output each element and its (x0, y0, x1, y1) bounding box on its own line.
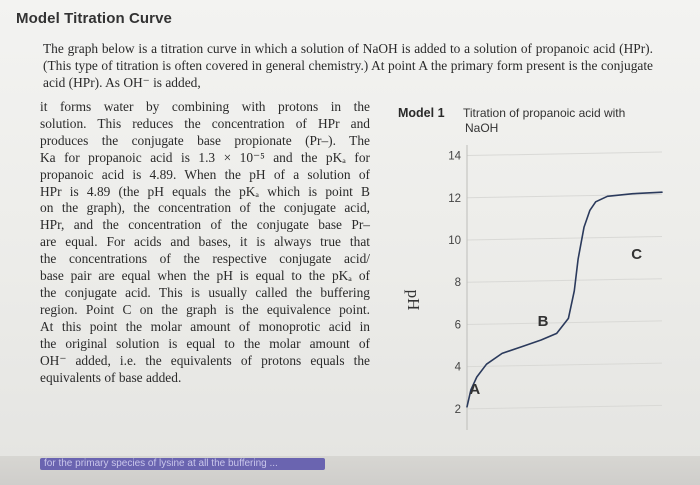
body-line: propanoic acid is 4.89. When the pH of a solution of (40, 166, 370, 182)
body-line: the concentrations of the respective conjugate acid/ (40, 251, 370, 267)
body-line: are equal. For acids and bases, it is always true that (40, 234, 370, 250)
y-tick-label: 10 (448, 235, 461, 247)
body-line: HPr, and the concentration of the conjugate base Pr– (40, 217, 370, 233)
body-line: produces the conjugate base propionate (Pr–). The (40, 132, 370, 148)
model-label: Model 1 (398, 106, 445, 120)
point-label-c: C (631, 246, 643, 264)
y-tick-label: 2 (454, 403, 461, 416)
gridline (467, 194, 662, 198)
gridline (467, 279, 662, 283)
gridline (467, 405, 662, 409)
body-line: it forms water by combining with protons in the (40, 99, 370, 114)
y-tick-label: 12 (448, 192, 461, 205)
y-axis-label: pH (404, 289, 423, 311)
intro-text: The graph below is a titration curve in which a solution of NaOH is added to a solution of propanoic acid (HPr). (This type of titration is often covered in general chemistry.) At point A the primary form present is the conjugate acid (HPr). As OH⁻ is added, (43, 41, 653, 90)
gridline (467, 363, 662, 367)
body-line: on the graph), the concentration of the conjugate acid, (40, 200, 370, 216)
model-title-line-1: Titration of propanoic acid with (463, 106, 626, 120)
y-tick-label: 6 (454, 319, 461, 332)
body-line: equivalents of base added. (40, 369, 182, 385)
model-title-line-2: NaOH (465, 121, 499, 135)
page-heading: Model Titration Curve (16, 10, 173, 27)
gridline (467, 236, 662, 240)
body-line: base pair are equal when the pH is equal to the pKₐ of (40, 268, 370, 284)
gridline (467, 152, 662, 156)
body-line: HPr is 4.89 (the pH equals the pKₐ which is point B (40, 183, 370, 199)
body-line: OH⁻ added, i.e. the equivalents of protons equals the (40, 352, 370, 368)
y-tick-label: 8 (454, 277, 461, 290)
body-line: the original solution is equal to the molar amount of (40, 335, 370, 351)
footer-text: for the primary species of lysine at all the buffering ... (44, 458, 278, 469)
body-line: region. Point C on the graph is the equivalence point. (40, 301, 370, 317)
body-line: Ka for propanoic acid is 1.3 × 10⁻⁵ and the pKₐ for (40, 149, 370, 165)
y-tick-label: 4 (454, 361, 461, 374)
body-line: solution. This reduces the concentration of HPr and (40, 115, 370, 131)
body-line: At this point the molar amount of monoprotic acid in (40, 318, 370, 334)
titration-curve (467, 192, 662, 407)
point-label-b: B (537, 313, 549, 331)
y-tick-label: 14 (448, 150, 461, 163)
body-line: the conjugate acid. This is usually called the buffering (40, 284, 370, 300)
point-label-a: A (469, 380, 481, 398)
